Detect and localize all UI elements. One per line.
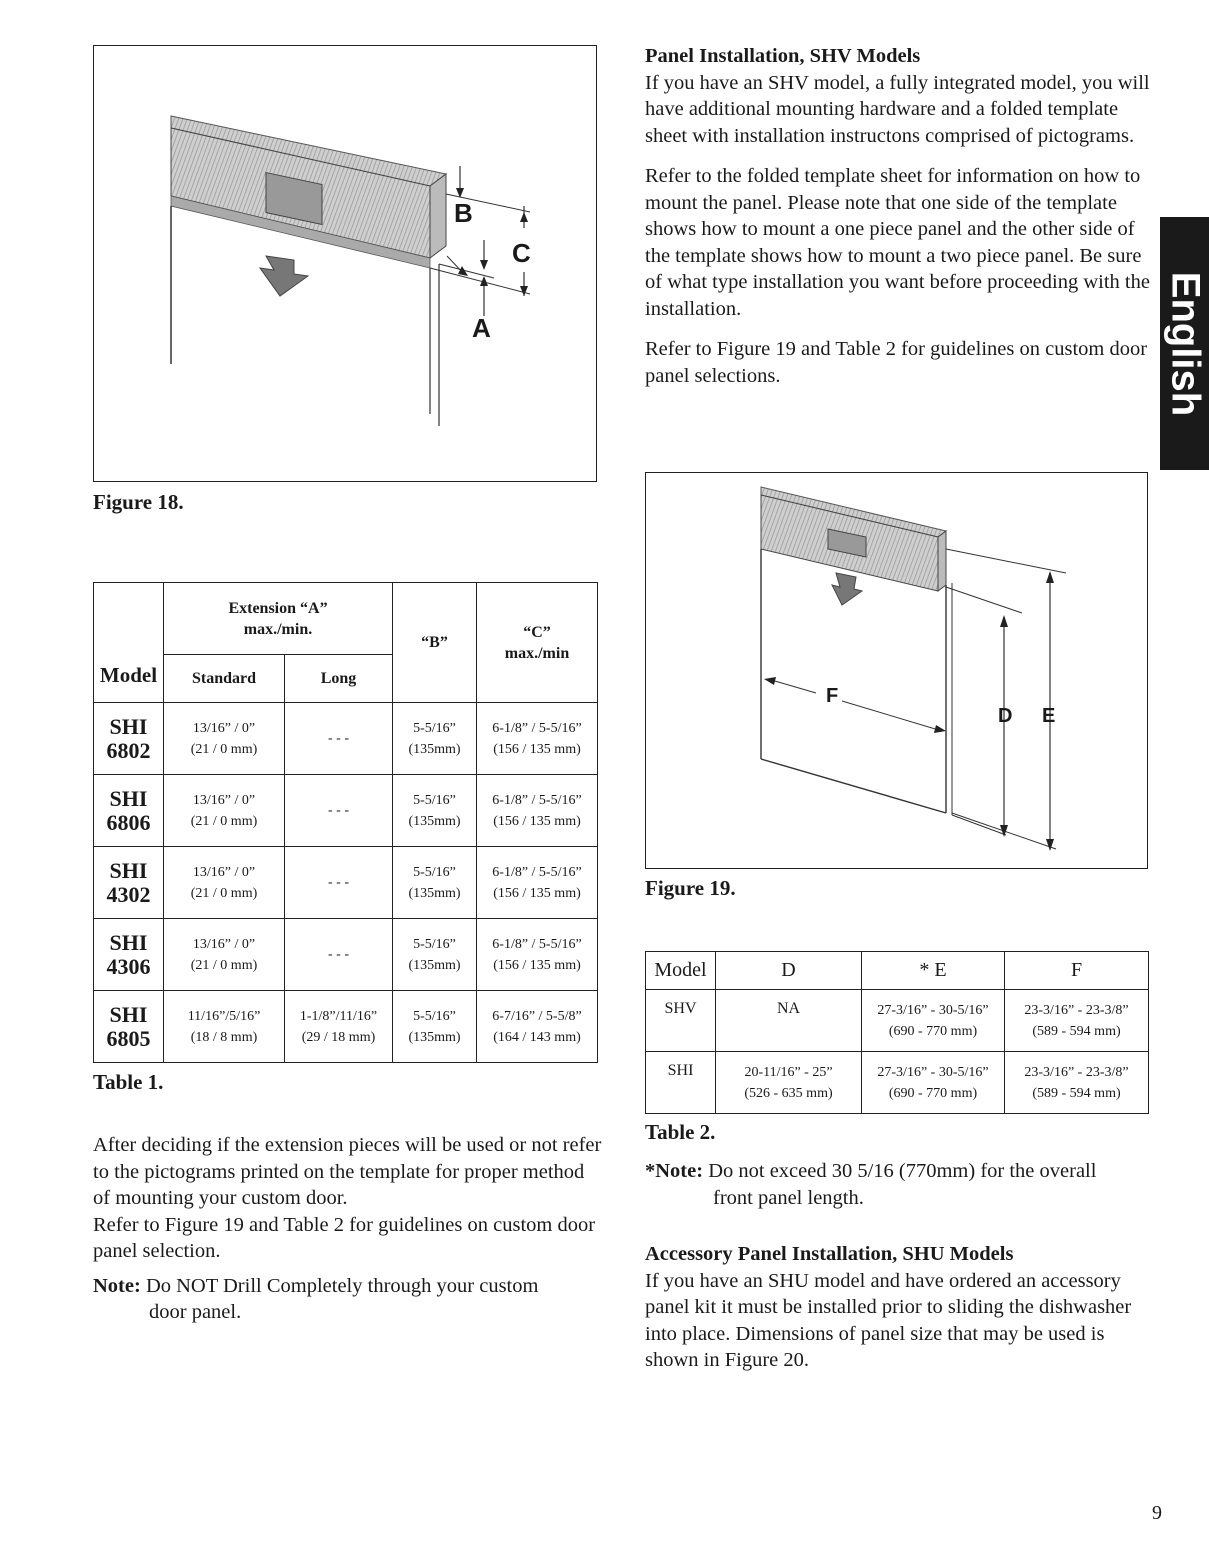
table-row: [94, 703, 598, 775]
table-2-header-e: * E: [862, 952, 1005, 990]
table-2-f-cell: [1005, 1052, 1149, 1114]
table-1-caption: Table 1.: [93, 1070, 164, 1094]
left-note-text-2: door panel.: [149, 1301, 242, 1323]
value-line2: (21 / 0 mm): [190, 957, 258, 973]
value-line1: 27-3/16” - 30-5/16”: [877, 1002, 989, 1018]
table-1-b-cell: [393, 991, 477, 1063]
table-1: [93, 582, 598, 1063]
right-paragraph-4: If you have an SHU model and have ordered an accessory panel kit it must be installed prior to sliding the dishwasher into place. Dimensions of panel size that may be used is shown in Figure 20.: [645, 1269, 1132, 1371]
table-1-long-cell: [285, 847, 393, 919]
value-line2: (156 / 135 mm): [493, 885, 581, 901]
model-line2: 6805: [106, 1025, 151, 1051]
table-2-caption: Table 2.: [645, 1120, 716, 1144]
right-column-top: [645, 43, 1155, 389]
table-1-header-extension-line2: max./min.: [243, 620, 313, 638]
value-line1: 6-1/8” / 5-5/16”: [492, 936, 582, 952]
table-row: [94, 919, 598, 991]
table-1-b-cell: [393, 703, 477, 775]
right-paragraph-1: If you have an SHV model, a fully integrated model, you will have additional mounting hardware and a folded template sheet with installation instructons comprised of pictograms.: [645, 71, 1150, 147]
value-line2: (21 / 0 mm): [190, 885, 258, 901]
table-2-d-cell: [716, 990, 862, 1052]
table-1-c-cell: [477, 847, 598, 919]
figure-19-box: [645, 472, 1148, 869]
value-line1: 6-1/8” / 5-5/16”: [492, 864, 582, 880]
value-line1: 1-1/8”/11/16”: [299, 1008, 378, 1024]
right-note-text: Do not exceed 30 5/16 (770mm) for the overall: [708, 1160, 1097, 1182]
table-1-b-cell: [393, 775, 477, 847]
model-line1: SHI: [109, 713, 148, 739]
table-row: [94, 775, 598, 847]
right-note-text-2: front panel length.: [713, 1186, 864, 1209]
table-row: [646, 990, 1149, 1052]
left-note: [93, 1273, 603, 1326]
table-1-header-b: “B”: [393, 583, 477, 703]
value-line2: (135mm): [408, 741, 461, 757]
value-line2: (164 / 143 mm): [493, 1029, 581, 1045]
language-tab: [1160, 217, 1209, 470]
model-line2: 6802: [106, 737, 151, 763]
model-line2: 6806: [106, 809, 151, 835]
value-line2: (589 - 594 mm): [1032, 1023, 1121, 1039]
language-tab-label: English: [1163, 271, 1207, 416]
value-line1: - - -: [328, 803, 349, 818]
value-line1: 5-5/16”: [413, 936, 456, 952]
value-line1: 23-3/16” - 23-3/8”: [1024, 1002, 1129, 1018]
value-line2: (18 / 8 mm): [190, 1029, 258, 1045]
value-line1: 13/16” / 0”: [192, 936, 256, 952]
table-2-header-d: D: [716, 952, 862, 990]
model-line1: SHI: [109, 929, 148, 955]
table-1-long-cell: [285, 991, 393, 1063]
left-note-label: Note:: [93, 1274, 141, 1297]
table-2-model-cell: SHI: [646, 1052, 716, 1114]
table-1-standard-cell: [164, 847, 285, 919]
table-2-d-cell: [716, 1052, 862, 1114]
left-body-text: [93, 1132, 603, 1326]
value-line2: (135mm): [408, 885, 461, 901]
value-line1: 6-7/16” / 5-5/8”: [492, 1008, 582, 1024]
value-line1: 6-1/8” / 5-5/16”: [492, 720, 582, 736]
table-1-standard-cell: [164, 775, 285, 847]
figure-19-illustration: [646, 473, 1149, 870]
table-1-model-cell: [94, 703, 164, 775]
table-2-f-cell: [1005, 990, 1149, 1052]
table-1-model-cell: [94, 919, 164, 991]
table-1-header-long: Long: [285, 655, 393, 703]
figure-18-caption: Figure 18.: [93, 490, 184, 514]
right-paragraph-2: Refer to the folded template sheet for information on how to mount the panel. Please note that one side of the template shows how to mount a one piece panel and the other side of the template shows how to mount a two piece panel. Be sure of what type installation you want before proceeding with the installation.: [645, 165, 1150, 320]
model-line2: 4306: [106, 953, 151, 979]
value-line2: (156 / 135 mm): [493, 813, 581, 829]
value-line1: 5-5/16”: [413, 864, 456, 880]
value-line1: 13/16” / 0”: [192, 720, 256, 736]
table-row: [646, 1052, 1149, 1114]
model-line1: SHI: [109, 857, 148, 883]
table-2-header-f: F: [1005, 952, 1149, 990]
value-line1: 13/16” / 0”: [192, 864, 256, 880]
table-1-header-c: [477, 583, 598, 703]
table-1-header-c-line1: “C”: [523, 623, 551, 641]
right-paragraph-3: Refer to Figure 19 and Table 2 for guidelines on custom door panel selections.: [645, 338, 1148, 387]
table-1-c-cell: [477, 775, 598, 847]
table-1-b-cell: [393, 847, 477, 919]
value-line1: 6-1/8” / 5-5/16”: [492, 792, 582, 808]
value-line1: NA: [776, 1000, 801, 1017]
table-2-e-cell: [862, 1052, 1005, 1114]
table-1-long-cell: [285, 703, 393, 775]
value-line2: (29 / 18 mm): [301, 1029, 376, 1045]
table-2: [645, 951, 1149, 1114]
table-1-long-cell: [285, 775, 393, 847]
figure-18-label-a: A: [472, 313, 491, 343]
value-line2: (21 / 0 mm): [190, 813, 258, 829]
value-line1: 27-3/16” - 30-5/16”: [877, 1064, 989, 1080]
table-1-c-cell: [477, 919, 598, 991]
table-1-header-extension: [164, 583, 393, 655]
right-note: [645, 1158, 1155, 1211]
model-line2: 4302: [106, 881, 151, 907]
table-1-header-c-line2: max./min: [504, 644, 570, 662]
table-2-header-model: Model: [646, 952, 716, 990]
figure-18-label-b: B: [454, 198, 473, 228]
value-line1: - - -: [328, 731, 349, 746]
value-line1: 23-3/16” - 23-3/8”: [1024, 1064, 1129, 1080]
figure-19-label-f: F: [826, 685, 839, 707]
table-row: [94, 847, 598, 919]
table-1-standard-cell: [164, 919, 285, 991]
table-1-header-standard: Standard: [164, 655, 285, 703]
table-1-c-cell: [477, 991, 598, 1063]
value-line1: - - -: [328, 947, 349, 962]
table-1-model-cell: [94, 991, 164, 1063]
figure-19-label-e: E: [1042, 705, 1056, 727]
section-heading-shu: Accessory Panel Installation, SHU Models: [645, 1243, 1014, 1265]
table-1-long-cell: [285, 919, 393, 991]
model-line1: SHI: [109, 785, 148, 811]
table-1-c-cell: [477, 703, 598, 775]
section-heading-shv: Panel Installation, SHV Models: [645, 45, 921, 67]
value-line2: (690 - 770 mm): [888, 1023, 978, 1039]
right-column-bottom: [645, 1158, 1155, 1374]
table-2-model-cell: SHV: [646, 990, 716, 1052]
figure-18-label-c: C: [512, 238, 531, 268]
value-line1: 13/16” / 0”: [192, 792, 256, 808]
table-1-standard-cell: [164, 703, 285, 775]
value-line2: (135mm): [408, 957, 461, 973]
value-line2: (526 - 635 mm): [744, 1085, 833, 1101]
table-2-e-cell: [862, 990, 1005, 1052]
value-line2: (690 - 770 mm): [888, 1085, 978, 1101]
table-1-model-cell: [94, 775, 164, 847]
table-1-header-model: Model: [94, 583, 164, 703]
value-line1: 5-5/16”: [413, 720, 456, 736]
left-paragraph-2: Refer to Figure 19 and Table 2 for guidelines on custom door panel selection.: [93, 1213, 596, 1262]
table-1-standard-cell: [164, 991, 285, 1063]
table-row: [94, 991, 598, 1063]
page-number: 9: [1152, 1502, 1162, 1524]
value-line2: (135mm): [408, 1029, 461, 1045]
value-line1: - - -: [328, 875, 349, 890]
value-line1: 5-5/16”: [413, 792, 456, 808]
value-line1: 20-11/16” - 25”: [744, 1064, 833, 1080]
figure-19-label-d: D: [998, 705, 1013, 727]
left-paragraph-1: After deciding if the extension pieces will be used or not refer to the pictograms printed on the template for proper method of mounting your custom door.: [93, 1134, 602, 1209]
value-line2: (156 / 135 mm): [493, 957, 581, 973]
value-line1: 5-5/16”: [413, 1008, 456, 1024]
table-1-header-extension-line1: Extension “A”: [228, 599, 328, 617]
table-1-model-cell: [94, 847, 164, 919]
figure-18-box: [93, 45, 597, 482]
value-line2: (589 - 594 mm): [1032, 1085, 1121, 1101]
figure-19-caption: Figure 19.: [645, 876, 736, 900]
value-line1: 11/16”/5/16”: [187, 1008, 261, 1024]
table-1-b-cell: [393, 919, 477, 991]
value-line2: (135mm): [408, 813, 461, 829]
value-line2: (156 / 135 mm): [493, 741, 581, 757]
value-line2: (21 / 0 mm): [190, 741, 258, 757]
model-line1: SHI: [109, 1001, 148, 1027]
left-note-text: Do NOT Drill Completely through your custom: [145, 1274, 539, 1297]
right-note-label: *Note:: [645, 1160, 704, 1182]
